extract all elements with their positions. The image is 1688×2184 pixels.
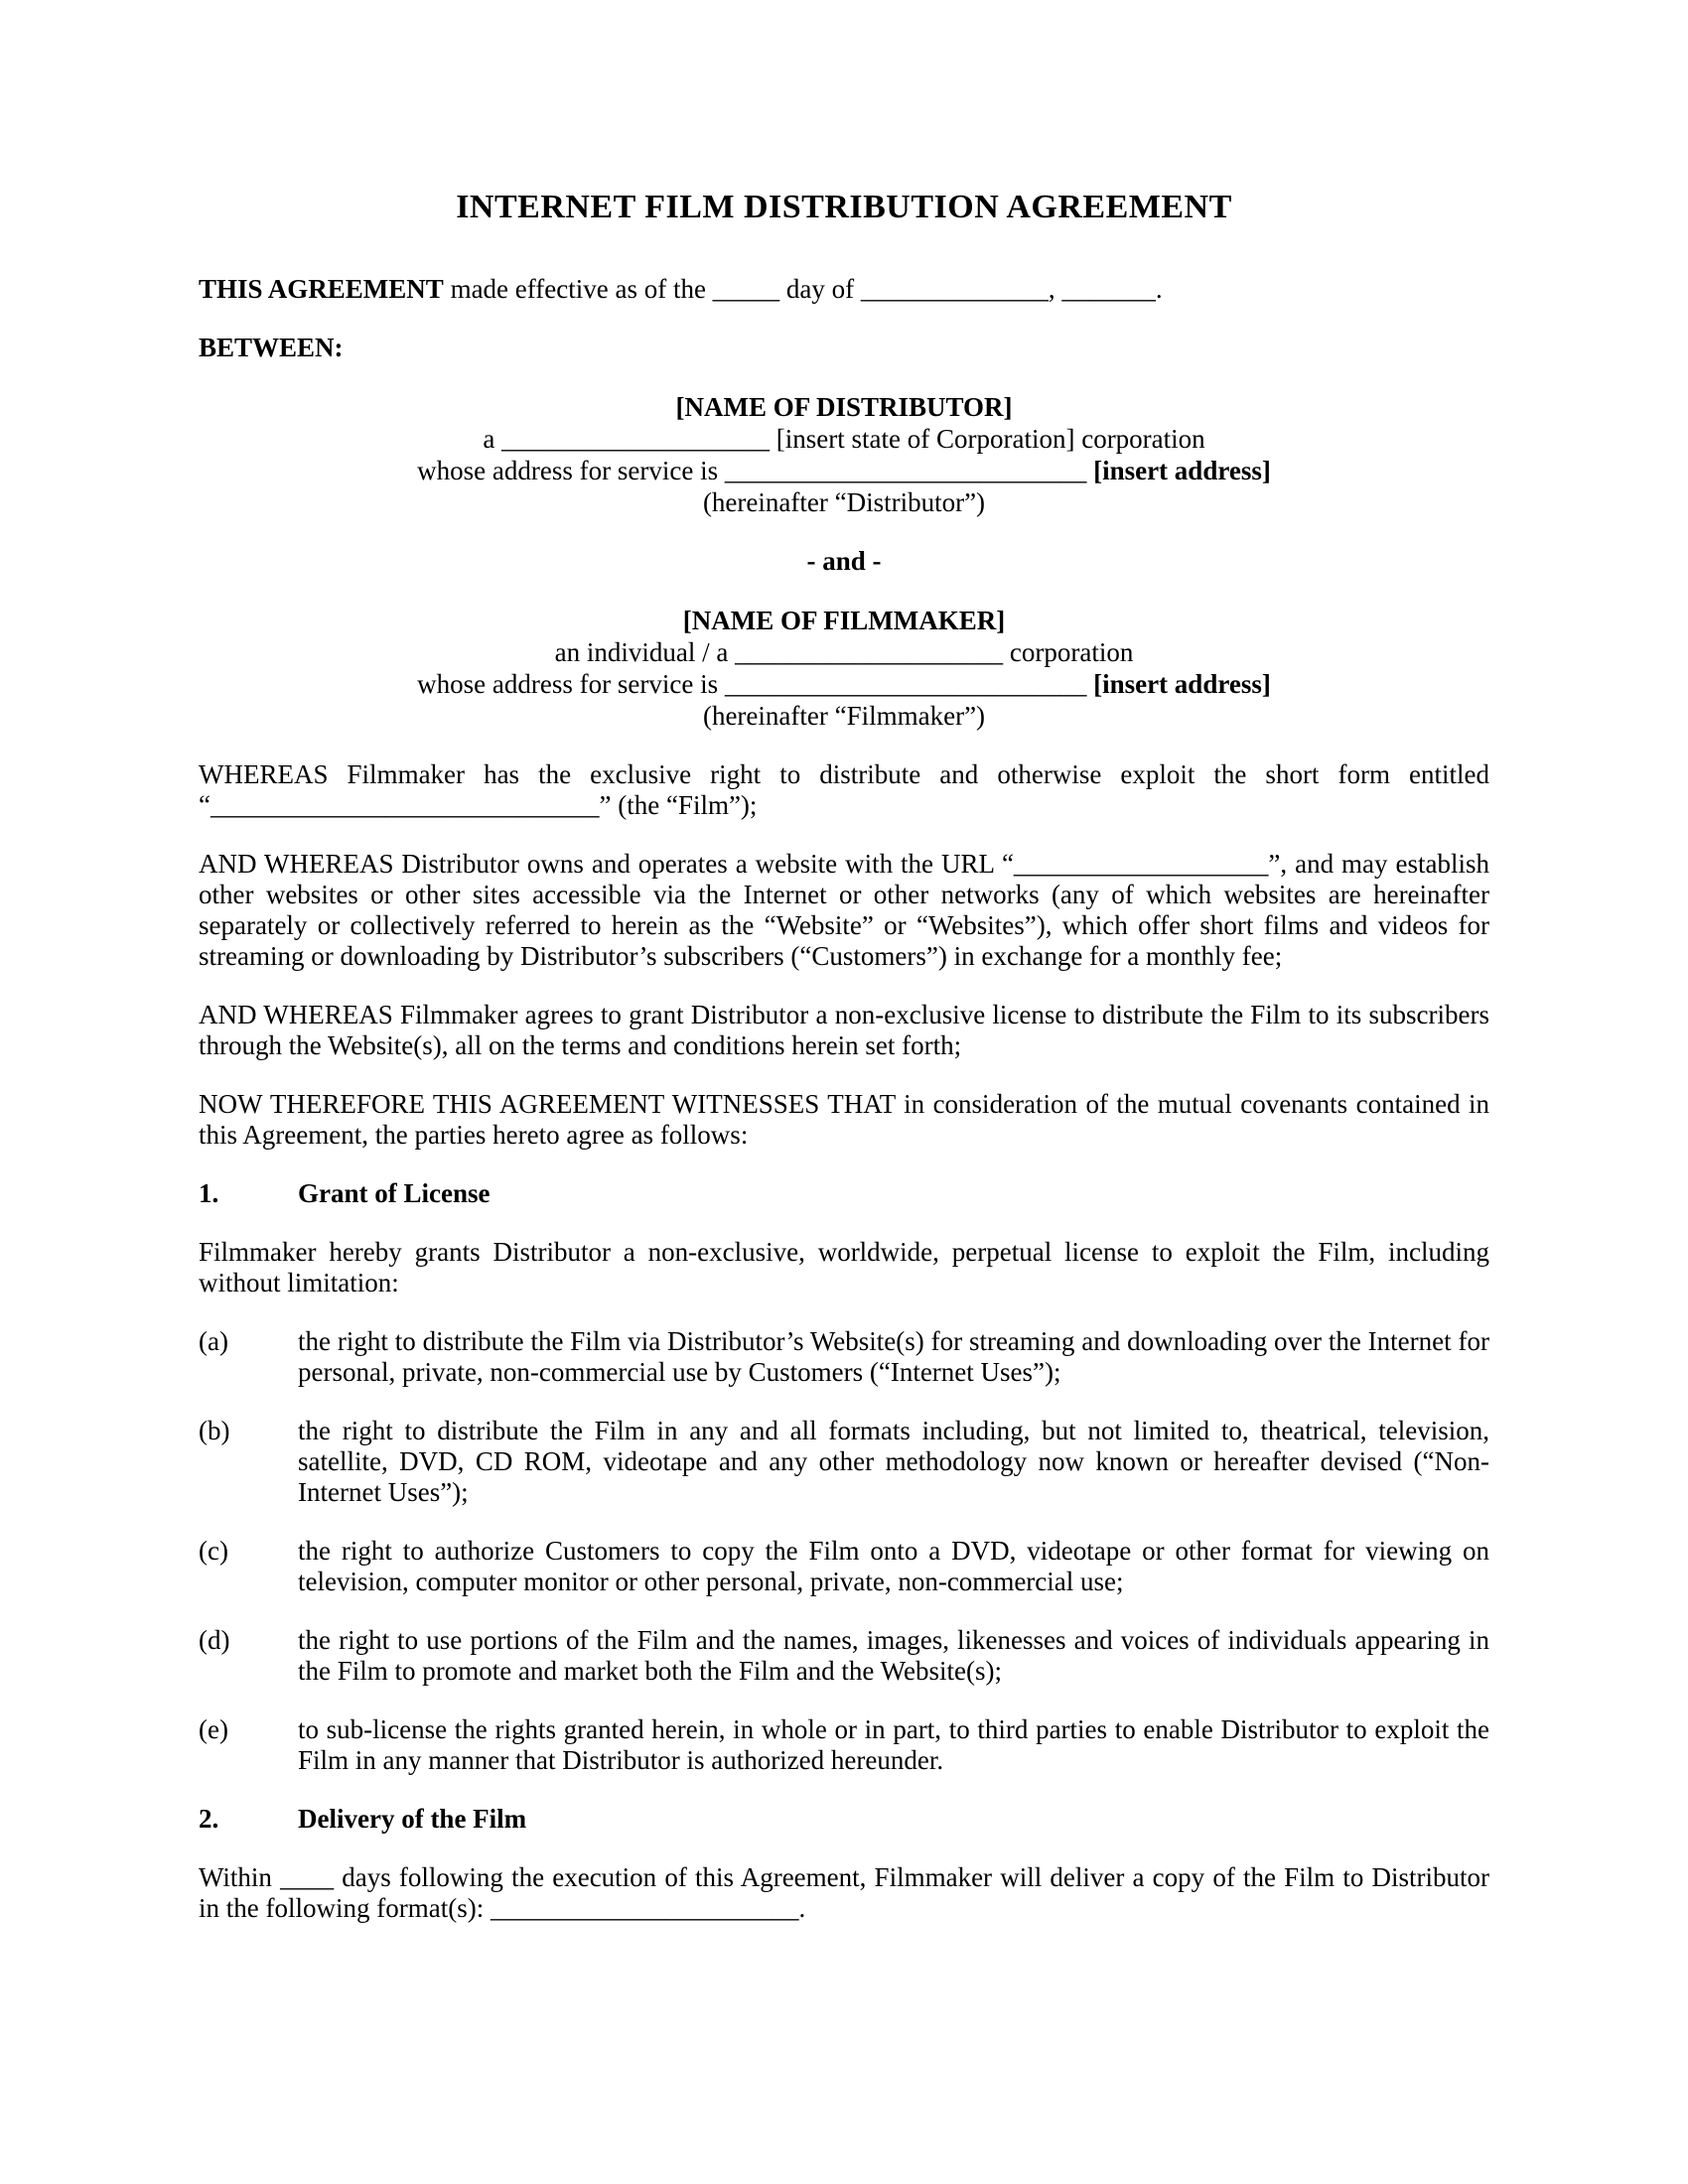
list-item-b [199,1416,1489,1508]
list-item-d-text: the right to use portions of the Film and the names, images, likenesses and voices of individuals appearing in the Film to promote and market both the Film and the Website(s); [298,1625,1489,1686]
distributor-address-line [199,455,1489,486]
list-item-d-marker: (d) [199,1625,230,1655]
and-separator: - and - [806,546,882,576]
list-item-c-marker: (c) [199,1536,228,1566]
list-item-b-marker: (b) [199,1416,230,1445]
filmmaker-address-text: whose address for service is ___________________________ [417,669,1094,699]
distributor-corporation-line: a ____________________ [insert state of Corporation] corporation [483,424,1205,454]
between-label: BETWEEN: [199,333,344,362]
recital-whereas-2: AND WHEREAS Distributor owns and operates a website with the URL “___________________”, and may establish other websites or other sites accessible via the Internet or other networks (any of which websites are hereinafter separately or collectively referred to herein as the “Website” or “Websites”), which offer short films and videos for streaming or downloading by Distributor’s subscribers (“Customers”) in exchange for a monthly fee; [199,849,1489,971]
recital-now-therefore: NOW THEREFORE THIS AGREEMENT WITNESSES THAT in consideration of the mutual covenants contained in this Agreement, the parties hereto agree as follows: [199,1089,1489,1150]
recital-whereas-3: AND WHEREAS Filmmaker agrees to grant Distributor a non-exclusive license to distribute the Film to its subscribers through the Website(s), all on the terms and conditions herein set forth; [199,1000,1489,1060]
list-item-e-marker: (e) [199,1714,228,1744]
distributor-party-block [199,391,1489,518]
filmmaker-hereinafter-line: (hereinafter “Filmmaker”) [702,701,986,731]
distributor-name-placeholder: [NAME OF DISTRIBUTOR] [675,392,1013,422]
list-item-a-marker: (a) [199,1326,228,1356]
filmmaker-address-placeholder: [insert address] [1093,669,1271,699]
filmmaker-corporation-line: an individual / a ____________________ corporation [554,637,1134,667]
list-item-a-text: the right to distribute the Film via Distributor’s Website(s) for streaming and downloading over the Internet for personal, private, non-commercial use by Customers (“Internet Uses”); [298,1326,1489,1387]
section-1-title: Grant of License [298,1178,491,1208]
list-item-d [199,1625,1489,1687]
list-item-e-text: to sub-license the rights granted herein, in whole or in part, to third parties to enable Distributor to exploit the Film in any manner that Distributor is authorized hereunder. [298,1714,1489,1775]
opening-rest-text: made effective as of the _____ day of ______________, _______. [443,274,1163,304]
section-2-intro: Within ____ days following the execution of this Agreement, Filmmaker will deliver a copy of the Film to Distributor in the following format(s): _______________________. [199,1862,1489,1923]
section-1-heading [199,1178,1489,1209]
opening-paragraph [199,274,1489,305]
list-item-b-text: the right to distribute the Film in any and all formats including, but not limited to, theatrical, television, satellite, DVD, CD ROM, videotape and any other methodology now known or hereafter devised (“Non-Internet Uses”); [298,1416,1489,1507]
list-item-c-text: the right to authorize Customers to copy the Film onto a DVD, videotape or other format for viewing on television, computer monitor or other personal, private, non-commercial use; [298,1536,1489,1596]
filmmaker-name-placeholder: [NAME OF FILMMAKER] [682,606,1006,635]
section-1-number: 1. [199,1178,219,1208]
list-item-e [199,1714,1489,1776]
distributor-address-text: whose address for service is ___________________________ [417,456,1094,485]
recital-whereas-1: WHEREAS Filmmaker has the exclusive right to distribute and otherwise exploit the short form entitled “_____________________________” (the “Film”); [199,759,1489,820]
opening-bold-text: THIS AGREEMENT [199,274,444,304]
section-2-heading [199,1804,1489,1835]
list-item-c [199,1536,1489,1597]
section-1-intro: Filmmaker hereby grants Distributor a non-exclusive, worldwide, perpetual license to exploit the Film, including without limitation: [199,1237,1489,1297]
section-2-number: 2. [199,1804,219,1834]
distributor-hereinafter-line: (hereinafter “Distributor”) [702,487,986,517]
document-title: INTERNET FILM DISTRIBUTION AGREEMENT [456,189,1232,225]
section-2-title: Delivery of the Film [298,1804,527,1834]
list-item-a [199,1326,1489,1388]
filmmaker-party-block [199,605,1489,732]
filmmaker-address-line [199,668,1489,700]
distributor-address-placeholder: [insert address] [1093,456,1271,485]
